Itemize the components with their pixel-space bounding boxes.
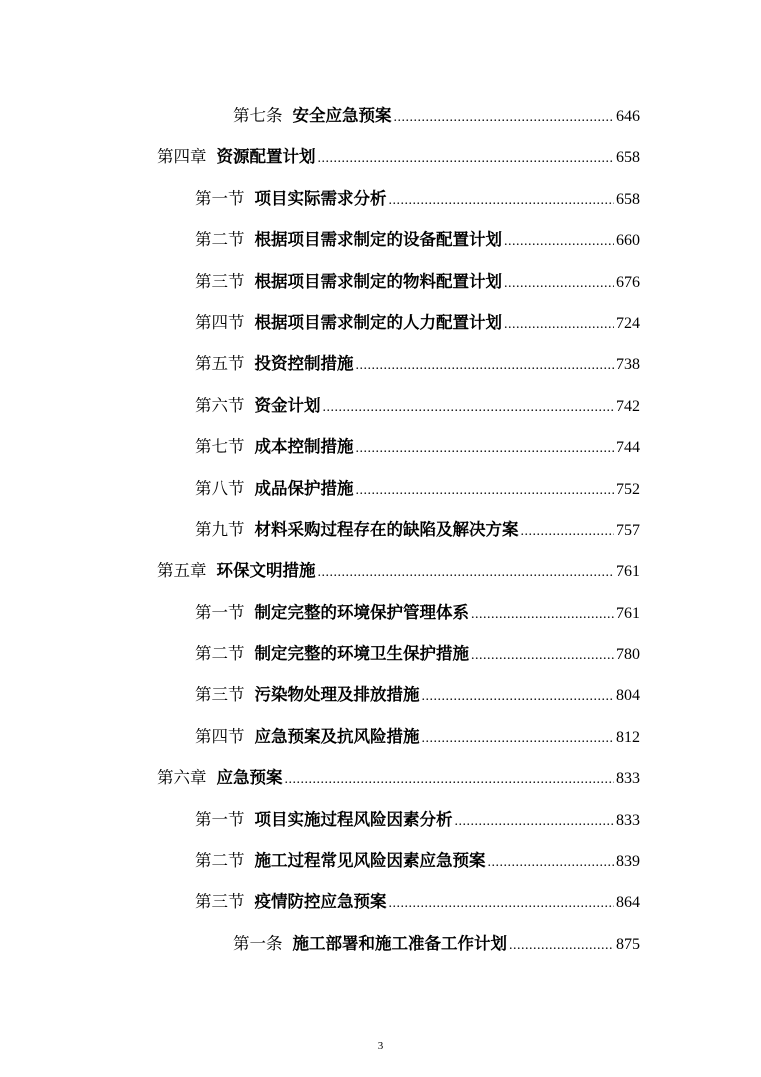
- toc-entry-title: 制定完整的环境卫生保护措施: [254, 644, 469, 664]
- toc-entry-title: 资源配置计划: [216, 147, 316, 167]
- toc-entry-article[interactable]: [233, 934, 640, 954]
- toc-entry-number: 第一节: [195, 602, 245, 622]
- toc-row: [0, 924, 761, 965]
- toc-entry-section[interactable]: [195, 230, 640, 250]
- toc-row: [0, 510, 761, 551]
- toc-entry-section[interactable]: [195, 396, 640, 416]
- dot-leader: [389, 191, 615, 211]
- toc-entry-number: 第八节: [195, 478, 245, 498]
- toc-entry-title: 根据项目需求制定的设备配置计划: [254, 230, 502, 250]
- toc-entry-number: 第三节: [195, 685, 245, 705]
- dot-leader: [422, 687, 615, 707]
- toc-row: [0, 262, 761, 303]
- toc-row: [0, 800, 761, 841]
- dot-leader: [285, 770, 615, 790]
- dot-leader: [356, 481, 615, 501]
- toc-row: [0, 303, 761, 344]
- toc-entry-number: 第九节: [195, 519, 245, 539]
- dot-leader: [504, 274, 614, 294]
- toc-row: [0, 551, 761, 592]
- dot-leader: [504, 232, 614, 252]
- toc-entry-title: 制定完整的环境保护管理体系: [254, 602, 469, 622]
- toc-entry-page: 839: [616, 853, 640, 871]
- dot-leader: [488, 853, 615, 873]
- toc-entry-number: 第一节: [195, 188, 245, 208]
- toc-entry-page: 738: [616, 356, 640, 374]
- toc-entry-chapter[interactable]: [157, 561, 640, 581]
- toc-entry-page: 761: [616, 604, 640, 622]
- toc-entry-title: 应急预案及抗风险措施: [254, 726, 420, 746]
- dot-leader: [471, 646, 614, 666]
- toc-entry-page: 833: [616, 811, 640, 829]
- toc-row: [0, 841, 761, 882]
- toc-entry-title: 施工部署和施工准备工作计划: [292, 933, 507, 953]
- toc-entry-page: 804: [616, 687, 640, 705]
- toc-entry-number: 第四节: [195, 726, 245, 746]
- dot-leader: [504, 315, 614, 335]
- toc-entry-title: 成品保护措施: [254, 478, 354, 498]
- toc-row: [0, 137, 761, 178]
- toc-entry-title: 应急预案: [216, 768, 283, 788]
- toc-entry-page: 833: [616, 770, 640, 788]
- toc-entry-page: 864: [616, 894, 640, 912]
- toc-entry-title: 根据项目需求制定的物料配置计划: [254, 271, 502, 291]
- toc-row: [0, 882, 761, 923]
- toc-entry-page: 780: [616, 646, 640, 664]
- toc-entry-number: 第一节: [195, 809, 245, 829]
- toc-row: [0, 593, 761, 634]
- toc-entry-number: 第七节: [195, 437, 245, 457]
- dot-leader: [323, 398, 615, 418]
- dot-leader: [389, 894, 615, 914]
- toc-entry-number: 第五章: [157, 561, 207, 581]
- dot-leader: [394, 108, 615, 128]
- dot-leader: [521, 522, 615, 542]
- toc-entry-section[interactable]: [195, 810, 640, 830]
- toc-row: [0, 96, 761, 137]
- toc-entry-page: 742: [616, 397, 640, 415]
- toc-entry-section[interactable]: [195, 313, 640, 333]
- toc-entry-title: 根据项目需求制定的人力配置计划: [254, 312, 502, 332]
- dot-leader: [356, 439, 615, 459]
- dot-leader: [471, 605, 614, 625]
- dot-leader: [455, 812, 615, 832]
- toc-entry-title: 环保文明措施: [216, 561, 316, 581]
- toc-entry-page: 875: [616, 935, 640, 953]
- dot-leader: [422, 729, 615, 749]
- toc-row: [0, 634, 761, 675]
- toc-entry-section[interactable]: [195, 189, 640, 209]
- toc-entry-number: 第二节: [195, 230, 245, 250]
- toc-entry-page: 676: [616, 273, 640, 291]
- toc-entry-chapter[interactable]: [157, 768, 640, 788]
- toc-entry-chapter[interactable]: [157, 147, 640, 167]
- toc-entry-article[interactable]: [233, 106, 640, 126]
- table-of-contents: [0, 96, 761, 965]
- toc-entry-section[interactable]: [195, 520, 640, 540]
- toc-row: [0, 179, 761, 220]
- toc-entry-number: 第三节: [195, 271, 245, 291]
- toc-row: [0, 386, 761, 427]
- toc-row: [0, 220, 761, 261]
- toc-entry-section[interactable]: [195, 354, 640, 374]
- toc-entry-page: 724: [616, 314, 640, 332]
- toc-entry-number: 第二节: [195, 851, 245, 871]
- dot-leader: [318, 149, 615, 169]
- toc-entry-page: 761: [616, 563, 640, 581]
- dot-leader: [318, 563, 615, 583]
- toc-entry-title: 疫情防控应急预案: [254, 892, 387, 912]
- toc-row: [0, 758, 761, 799]
- toc-row: [0, 427, 761, 468]
- toc-entry-section[interactable]: [195, 727, 640, 747]
- toc-row: [0, 469, 761, 510]
- toc-entry-number: 第二节: [195, 644, 245, 664]
- toc-entry-page: 812: [616, 728, 640, 746]
- toc-entry-number: 第四章: [157, 147, 207, 167]
- toc-entry-section[interactable]: [195, 272, 640, 292]
- toc-entry-number: 第五节: [195, 354, 245, 374]
- toc-row: [0, 344, 761, 385]
- toc-entry-title: 项目实际需求分析: [254, 188, 387, 208]
- page-number: 3: [377, 1040, 384, 1052]
- toc-entry-page: 757: [616, 521, 640, 539]
- toc-entry-title: 安全应急预案: [292, 106, 392, 125]
- toc-entry-title: 投资控制措施: [254, 354, 354, 374]
- toc-entry-section[interactable]: [195, 644, 640, 664]
- toc-entry-page: 658: [616, 149, 640, 167]
- toc-entry-title: 施工过程常见风险因素应急预案: [254, 851, 486, 871]
- toc-entry-number: 第七条: [233, 106, 283, 125]
- toc-entry-title: 成本控制措施: [254, 437, 354, 457]
- toc-entry-page: 646: [616, 108, 640, 125]
- toc-entry-section[interactable]: [195, 603, 640, 623]
- toc-entry-number: 第六章: [157, 768, 207, 788]
- toc-entry-title: 项目实施过程风险因素分析: [254, 809, 453, 829]
- toc-entry-number: 第六节: [195, 395, 245, 415]
- toc-row: [0, 675, 761, 716]
- toc-entry-section[interactable]: [195, 851, 640, 871]
- toc-row: [0, 717, 761, 758]
- toc-entry-number: 第三节: [195, 892, 245, 912]
- toc-entry-page: 660: [616, 232, 640, 250]
- toc-entry-page: 658: [616, 190, 640, 208]
- toc-entry-section[interactable]: [195, 892, 640, 912]
- toc-entry-page: 752: [616, 480, 640, 498]
- toc-entry-title: 资金计划: [254, 395, 321, 415]
- toc-entry-number: 第一条: [233, 933, 283, 953]
- dot-leader: [356, 356, 615, 376]
- toc-entry-section[interactable]: [195, 479, 640, 499]
- toc-entry-title: 污染物处理及排放措施: [254, 685, 420, 705]
- toc-entry-title: 材料采购过程存在的缺陷及解决方案: [254, 519, 519, 539]
- toc-entry-section[interactable]: [195, 437, 640, 457]
- toc-entry-section[interactable]: [195, 685, 640, 705]
- dot-leader: [509, 936, 614, 956]
- toc-entry-page: 744: [616, 439, 640, 457]
- toc-entry-number: 第四节: [195, 312, 245, 332]
